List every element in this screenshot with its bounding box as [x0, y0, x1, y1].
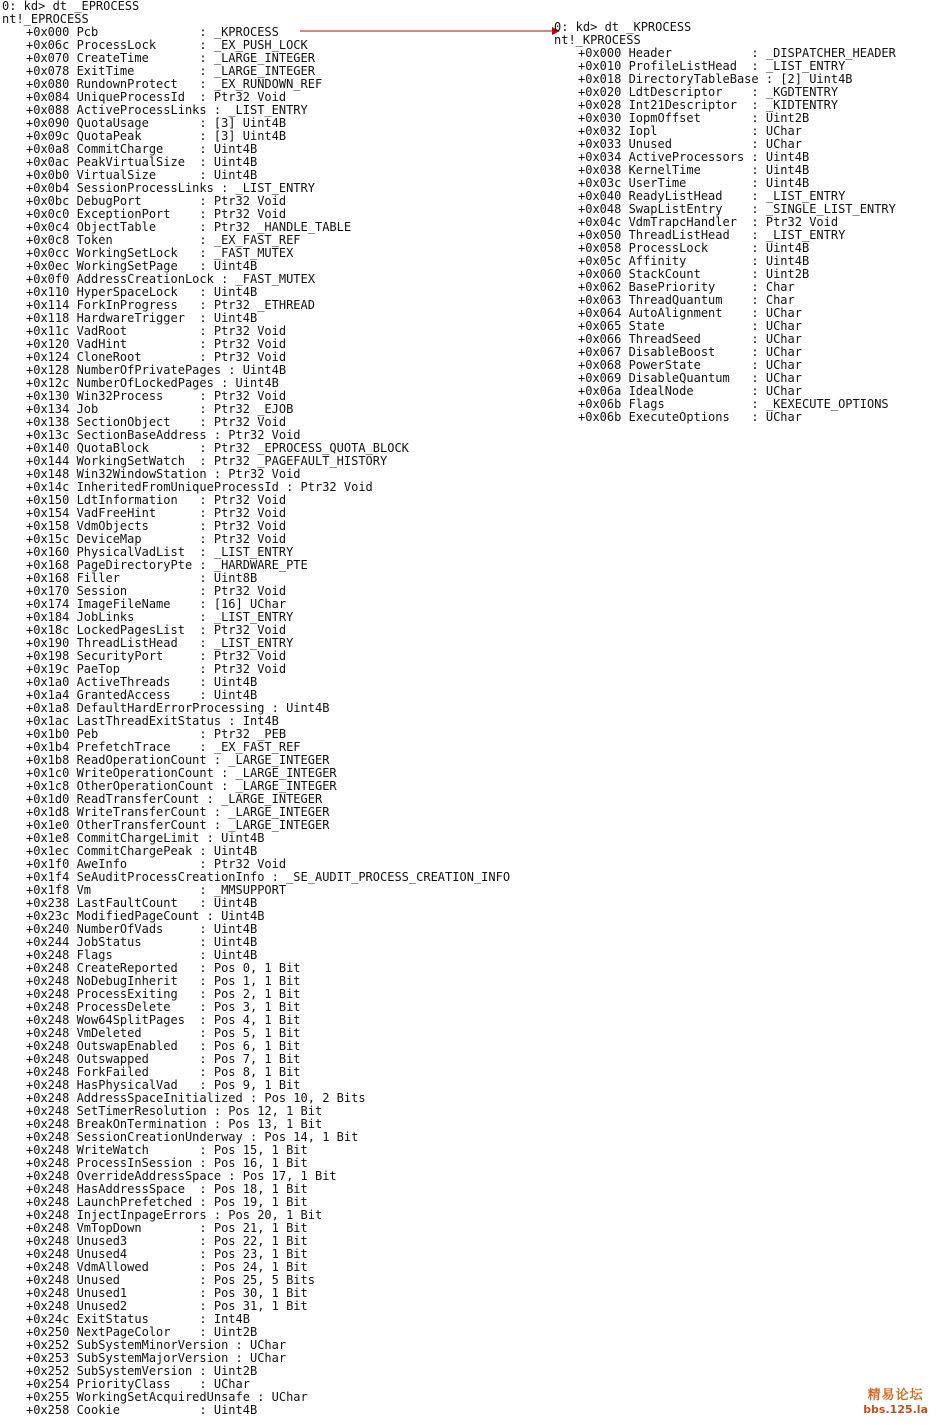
struct-field-line: +0x254 PriorityClass : UChar: [26, 1378, 250, 1391]
struct-field-line: +0x067 DisableBoost : UChar: [578, 346, 802, 359]
struct-field-line: +0x248 ProcessExiting : Pos 2, 1 Bit: [26, 988, 301, 1001]
struct-field-line: +0x0f0 AddressCreationLock : _FAST_MUTEX: [26, 273, 315, 286]
struct-field-line: +0x14c InheritedFromUniqueProcessId : Ptr32 Void: [26, 481, 373, 494]
struct-field-line: +0x0ac PeakVirtualSize : Uint4B: [26, 156, 258, 169]
struct-field-line: +0x040 ReadyListHead : _LIST_ENTRY: [578, 190, 846, 203]
struct-field-line: +0x04c VdmTrapcHandler : Ptr32 Void: [578, 216, 839, 229]
struct-field-line: +0x150 LdtInformation : Ptr32 Void: [26, 494, 287, 507]
struct-field-line: +0x060 StackCount : Uint2B: [578, 268, 810, 281]
struct-field-line: +0x140 QuotaBlock : Ptr32 _EPROCESS_QUOTA_BLOCK: [26, 442, 409, 455]
struct-field-line: +0x032 Iopl : UChar: [578, 125, 802, 138]
struct-field-line: +0x03c UserTime : Uint4B: [578, 177, 810, 190]
struct-field-line: +0x148 Win32WindowStation : Ptr32 Void: [26, 468, 301, 481]
struct-field-line: +0x252 SubSystemMinorVersion : UChar: [26, 1339, 287, 1352]
struct-field-line: +0x1f8 Vm : _MMSUPPORT: [26, 884, 287, 897]
struct-field-line: +0x248 CreateReported : Pos 0, 1 Bit: [26, 962, 301, 975]
struct-field-line: +0x1d0 ReadTransferCount : _LARGE_INTEGER: [26, 793, 323, 806]
struct-field-line: +0x248 Outswapped : Pos 7, 1 Bit: [26, 1053, 301, 1066]
struct-field-line: +0x190 ThreadListHead : _LIST_ENTRY: [26, 637, 294, 650]
struct-field-line: +0x1f4 SeAuditProcessCreationInfo : _SE_AUDIT_PROCESS_CREATION_INFO: [26, 871, 511, 884]
struct-field-line: +0x130 Win32Process : Ptr32 Void: [26, 390, 287, 403]
struct-field-line: +0x154 VadFreeHint : Ptr32 Void: [26, 507, 287, 520]
struct-field-line: +0x068 PowerState : UChar: [578, 359, 802, 372]
struct-field-line: +0x248 Unused2 : Pos 31, 1 Bit: [26, 1300, 308, 1313]
struct-field-line: +0x066 ThreadSeed : UChar: [578, 333, 802, 346]
kprocess-command: 0: kd> dt _KPROCESS: [554, 21, 692, 34]
struct-field-line: +0x248 SessionCreationUnderway : Pos 14, 1 Bit: [26, 1131, 359, 1144]
struct-field-line: +0x11c VadRoot : Ptr32 Void: [26, 325, 287, 338]
struct-field-line: +0x0b0 VirtualSize : Uint4B: [26, 169, 258, 182]
struct-field-line: +0x255 WorkingSetAcquiredUnsafe : UChar: [26, 1391, 308, 1404]
struct-field-line: +0x1ac LastThreadExitStatus : Int4B: [26, 715, 279, 728]
struct-field-line: +0x0bc DebugPort : Ptr32 Void: [26, 195, 287, 208]
struct-field-line: +0x0c4 ObjectTable : Ptr32 _HANDLE_TABLE: [26, 221, 352, 234]
struct-field-line: +0x258 Cookie : Uint4B: [26, 1404, 258, 1417]
struct-field-line: +0x05c Affinity : Uint4B: [578, 255, 810, 268]
struct-field-line: +0x248 OutswapEnabled : Pos 6, 1 Bit: [26, 1040, 301, 1053]
struct-field-line: +0x138 SectionObject : Ptr32 Void: [26, 416, 287, 429]
struct-field-line: +0x13c SectionBaseAddress : Ptr32 Void: [26, 429, 301, 442]
struct-field-line: +0x15c DeviceMap : Ptr32 Void: [26, 533, 287, 546]
struct-field-line: +0x170 Session : Ptr32 Void: [26, 585, 287, 598]
struct-field-line: +0x168 Filler : Uint8B: [26, 572, 258, 585]
struct-field-line: +0x0ec WorkingSetPage : Uint4B: [26, 260, 258, 273]
struct-field-line: +0x1f0 AweInfo : Ptr32 Void: [26, 858, 287, 871]
struct-field-line: +0x252 SubSystemVersion : Uint2B: [26, 1365, 258, 1378]
pcb-to-kprocess-arrow: [300, 25, 560, 37]
struct-field-line: +0x1a4 GrantedAccess : Uint4B: [26, 689, 258, 702]
struct-field-line: +0x160 PhysicalVadList : _LIST_ENTRY: [26, 546, 294, 559]
struct-field-line: +0x1c8 OtherOperationCount : _LARGE_INTEGER: [26, 780, 337, 793]
struct-field-line: +0x248 SetTimerResolution : Pos 12, 1 Bit: [26, 1105, 323, 1118]
struct-field-line: +0x018 DirectoryTableBase : [2] Uint4B: [578, 73, 853, 86]
struct-field-line: +0x238 LastFaultCount : Uint4B: [26, 897, 258, 910]
struct-field-line: +0x1e0 OtherTransferCount : _LARGE_INTEGER: [26, 819, 330, 832]
struct-field-line: +0x069 DisableQuantum : UChar: [578, 372, 802, 385]
struct-field-line: +0x248 BreakOnTermination : Pos 13, 1 Bit: [26, 1118, 323, 1131]
struct-field-line: +0x0a8 CommitCharge : Uint4B: [26, 143, 258, 156]
struct-field-line: +0x18c LockedPagesList : Ptr32 Void: [26, 624, 287, 637]
struct-field-line: +0x050 ThreadListHead : _LIST_ENTRY: [578, 229, 846, 242]
struct-field-line: +0x064 AutoAlignment : UChar: [578, 307, 802, 320]
kprocess-type-name: nt!_KPROCESS: [554, 34, 641, 47]
struct-field-line: +0x09c QuotaPeak : [3] Uint4B: [26, 130, 287, 143]
struct-field-line: +0x062 BasePriority : Char: [578, 281, 795, 294]
struct-field-line: +0x248 VmDeleted : Pos 5, 1 Bit: [26, 1027, 301, 1040]
struct-field-line: +0x128 NumberOfPrivatePages : Uint4B: [26, 364, 287, 377]
struct-field-line: +0x248 HasPhysicalVad : Pos 9, 1 Bit: [26, 1079, 301, 1092]
struct-field-line: +0x23c ModifiedPageCount : Uint4B: [26, 910, 265, 923]
struct-field-line: +0x1a8 DefaultHardErrorProcessing : Uint4B: [26, 702, 330, 715]
watermark-title: 精易论坛: [867, 1388, 924, 1403]
struct-field-line: +0x0c0 ExceptionPort : Ptr32 Void: [26, 208, 287, 221]
struct-field-line: +0x248 VdmAllowed : Pos 24, 1 Bit: [26, 1261, 308, 1274]
struct-field-line: +0x248 VmTopDown : Pos 21, 1 Bit: [26, 1222, 308, 1235]
struct-field-line: +0x0cc WorkingSetLock : _FAST_MUTEX: [26, 247, 294, 260]
struct-field-line: +0x250 NextPageColor : Uint2B: [26, 1326, 258, 1339]
struct-field-line: +0x248 LaunchPrefetched : Pos 19, 1 Bit: [26, 1196, 308, 1209]
struct-field-line: +0x1b0 Peb : Ptr32 _PEB: [26, 728, 287, 741]
struct-field-line: +0x06b Flags : _KEXECUTE_OPTIONS: [578, 398, 889, 411]
struct-field-line: +0x248 ForkFailed : Pos 8, 1 Bit: [26, 1066, 301, 1079]
eprocess-type-name: nt!_EPROCESS: [2, 13, 89, 26]
struct-field-line: +0x24c ExitStatus : Int4B: [26, 1313, 250, 1326]
struct-field-line: +0x090 QuotaUsage : [3] Uint4B: [26, 117, 287, 130]
struct-field-line: +0x248 Wow64SplitPages : Pos 4, 1 Bit: [26, 1014, 301, 1027]
struct-field-line: +0x248 Unused1 : Pos 30, 1 Bit: [26, 1287, 308, 1300]
struct-field-line: +0x1b4 PrefetchTrace : _EX_FAST_REF: [26, 741, 301, 754]
struct-field-line: +0x065 State : UChar: [578, 320, 802, 333]
struct-field-line: +0x248 InjectInpageErrors : Pos 20, 1 Bit: [26, 1209, 323, 1222]
struct-field-line: +0x038 KernelTime : Uint4B: [578, 164, 810, 177]
struct-field-line: +0x248 WriteWatch : Pos 15, 1 Bit: [26, 1144, 308, 1157]
struct-field-line: +0x120 VadHint : Ptr32 Void: [26, 338, 287, 351]
struct-field-line: +0x198 SecurityPort : Ptr32 Void: [26, 650, 287, 663]
struct-field-line: +0x000 Header : _DISPATCHER_HEADER: [578, 47, 896, 60]
struct-field-line: +0x020 LdtDescriptor : _KGDTENTRY: [578, 86, 839, 99]
struct-field-line: +0x06b ExecuteOptions : UChar: [578, 411, 802, 424]
struct-field-line: +0x070 CreateTime : _LARGE_INTEGER: [26, 52, 315, 65]
struct-field-line: +0x248 ProcessDelete : Pos 3, 1 Bit: [26, 1001, 301, 1014]
eprocess-command: 0: kd> dt _EPROCESS: [2, 0, 140, 13]
struct-field-line: +0x174 ImageFileName : [16] UChar: [26, 598, 287, 611]
struct-field-line: +0x248 NoDebugInherit : Pos 1, 1 Bit: [26, 975, 301, 988]
struct-field-line: +0x063 ThreadQuantum : Char: [578, 294, 795, 307]
struct-field-line: +0x030 IopmOffset : Uint2B: [578, 112, 810, 125]
eprocess-dump: [2, 0, 582, 1417]
struct-field-line: +0x248 HasAddressSpace : Pos 18, 1 Bit: [26, 1183, 308, 1196]
struct-field-line: +0x1ec CommitChargePeak : Uint4B: [26, 845, 258, 858]
struct-field-line: +0x184 JobLinks : _LIST_ENTRY: [26, 611, 294, 624]
struct-field-line: +0x06c ProcessLock : _EX_PUSH_LOCK: [26, 39, 308, 52]
struct-field-line: +0x248 Unused4 : Pos 23, 1 Bit: [26, 1248, 308, 1261]
struct-field-line: +0x028 Int21Descriptor : _KIDTENTRY: [578, 99, 839, 112]
struct-field-line: +0x168 PageDirectoryPte : _HARDWARE_PTE: [26, 559, 308, 572]
struct-field-line: +0x244 JobStatus : Uint4B: [26, 936, 258, 949]
kprocess-field-list: [554, 47, 938, 424]
struct-field-line: +0x033 Unused : UChar: [578, 138, 802, 151]
kprocess-dump: [554, 21, 938, 424]
struct-field-line: +0x0b4 SessionProcessLinks : _LIST_ENTRY: [26, 182, 315, 195]
struct-field-line: +0x1c0 WriteOperationCount : _LARGE_INTEGER: [26, 767, 337, 780]
watermark-url: bbs.125.la: [863, 1403, 928, 1416]
struct-field-line: +0x114 ForkInProgress : Ptr32 _ETHREAD: [26, 299, 315, 312]
struct-field-line: +0x1a0 ActiveThreads : Uint4B: [26, 676, 258, 689]
struct-field-line: +0x1d8 WriteTransferCount : _LARGE_INTEGER: [26, 806, 330, 819]
struct-field-line: +0x080 RundownProtect : _EX_RUNDOWN_REF: [26, 78, 323, 91]
struct-field-line: +0x19c PaeTop : Ptr32 Void: [26, 663, 287, 676]
struct-field-line: +0x1b8 ReadOperationCount : _LARGE_INTEGER: [26, 754, 330, 767]
struct-field-line: +0x240 NumberOfVads : Uint4B: [26, 923, 258, 936]
struct-field-line: +0x248 AddressSpaceInitialized : Pos 10, 2 Bits: [26, 1092, 366, 1105]
struct-field-line: +0x078 ExitTime : _LARGE_INTEGER: [26, 65, 315, 78]
struct-field-line: +0x058 ProcessLock : Uint4B: [578, 242, 810, 255]
struct-field-line: +0x110 HyperSpaceLock : Uint4B: [26, 286, 258, 299]
struct-field-line: +0x06a IdealNode : UChar: [578, 385, 802, 398]
struct-field-line: +0x034 ActiveProcessors : Uint4B: [578, 151, 810, 164]
struct-field-line: +0x048 SwapListEntry : _SINGLE_LIST_ENTRY: [578, 203, 896, 216]
struct-field-line: +0x248 OverrideAddressSpace : Pos 17, 1 Bit: [26, 1170, 337, 1183]
struct-field-line: +0x248 Unused : Pos 25, 5 Bits: [26, 1274, 315, 1287]
struct-field-line: +0x1e8 CommitChargeLimit : Uint4B: [26, 832, 265, 845]
struct-field-line: +0x248 Unused3 : Pos 22, 1 Bit: [26, 1235, 308, 1248]
forum-watermark: [863, 1389, 928, 1417]
struct-field-line: +0x134 Job : Ptr32 _EJOB: [26, 403, 294, 416]
struct-field-line: +0x144 WorkingSetWatch : Ptr32 _PAGEFAULT_HISTORY: [26, 455, 388, 468]
struct-field-line: +0x010 ProfileListHead : _LIST_ENTRY: [578, 60, 846, 73]
struct-field-line: +0x0c8 Token : _EX_FAST_REF: [26, 234, 301, 247]
struct-field-line: +0x12c NumberOfLockedPages : Uint4B: [26, 377, 279, 390]
struct-field-line: +0x253 SubSystemMajorVersion : UChar: [26, 1352, 287, 1365]
struct-field-line: +0x158 VdmObjects : Ptr32 Void: [26, 520, 287, 533]
struct-field-line: +0x000 Pcb : _KPROCESS: [26, 26, 279, 39]
struct-field-line: +0x118 HardwareTrigger : Uint4B: [26, 312, 258, 325]
eprocess-field-list: [2, 26, 582, 1417]
struct-field-line: +0x124 CloneRoot : Ptr32 Void: [26, 351, 287, 364]
struct-field-line: +0x248 ProcessInSession : Pos 16, 1 Bit: [26, 1157, 308, 1170]
struct-field-line: +0x084 UniqueProcessId : Ptr32 Void: [26, 91, 287, 104]
struct-field-line: +0x088 ActiveProcessLinks : _LIST_ENTRY: [26, 104, 308, 117]
struct-field-line: +0x248 Flags : Uint4B: [26, 949, 258, 962]
